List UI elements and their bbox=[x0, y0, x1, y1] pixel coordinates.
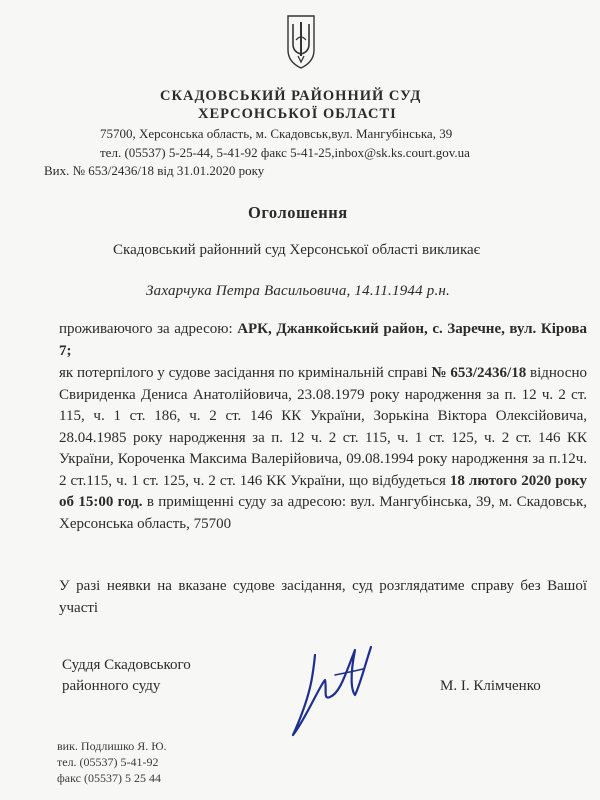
body-end: в приміщенні суду за адресою: вул. Мангубінська, 39, м. Скадовськ, Херсонська область, 75700 bbox=[59, 494, 587, 532]
judge-role-line2: районного суду bbox=[62, 678, 161, 694]
absence-warning: У разі неявки на вказане судове засідання, суд розглядатиме справу без Вашої участі bbox=[59, 578, 587, 616]
court-name: СКАДОВСЬКИЙ РАЙОННИЙ СУД bbox=[160, 88, 422, 104]
residence-address: АРК, Джанкойський район, с. Заречне, вул. Кірова 7; bbox=[59, 321, 587, 359]
body-prefix: як потерпілого у судове засідання по кримінальній справі bbox=[59, 365, 432, 381]
judge-name: М. І. Клімченко bbox=[440, 678, 541, 694]
judge-role-line1: Суддя Скадовського bbox=[62, 657, 191, 673]
case-number: № 653/2436/18 bbox=[431, 365, 527, 381]
court-contacts: тел. (05537) 5-25-44, 5-41-92 факс 5-41-25,inbox@sk.ks.court.gov.ua bbox=[100, 145, 470, 160]
outgoing-number: Вих. № 653/2436/18 від 31.01.2020 року bbox=[44, 163, 265, 178]
residence-paragraph bbox=[59, 319, 587, 363]
trident-emblem-icon bbox=[284, 10, 318, 72]
executor-fax: факс (05537) 5 25 44 bbox=[57, 771, 161, 785]
court-address: 75700, Херсонська область, м. Скадовськ,вул. Мангубінська, 39 bbox=[100, 126, 453, 141]
notice-intro: Скадовський районний суд Херсонської області викликає bbox=[113, 242, 481, 258]
body-main: відносно Свириденка Дениса Анатолійовича, 23.08.1979 року народження за п. 12 ч. 2 ст. 115, ч. 1 ст. 186, ч. 2 ст. 146 КК України, Зорькіна Віктора Олексійовича, 28.04.1985 року народження за п. 12 ч. 2 ст. 115, ч. 1 ст. 125, ч. 2 ст. 146 КК України, Короченка Максима Валерійовича, 09.08.1994 року народження за п.12ч. 2 ст.115, ч. 1 ст. 125, ч. 2 ст. 146 КК України, що відбудеться bbox=[59, 365, 587, 489]
hearing-paragraph bbox=[59, 363, 587, 535]
hearing-date: 18 лютого 2020 року об 15:00 год. bbox=[59, 472, 588, 510]
executor-name: вик. Подлишко Я. Ю. bbox=[57, 739, 167, 753]
court-region: ХЕРСОНСЬКОЇ ОБЛАСТІ bbox=[198, 106, 397, 122]
executor-phone: тел. (05537) 5-41-92 bbox=[57, 755, 159, 769]
summoned-person: Захарчука Петра Васильовича, 14.11.1944 р.н. bbox=[146, 283, 451, 299]
notice-title: Оголошення bbox=[248, 203, 348, 222]
residence-prefix: проживаючого за адресою: bbox=[59, 321, 238, 337]
handwritten-signature bbox=[285, 635, 395, 745]
